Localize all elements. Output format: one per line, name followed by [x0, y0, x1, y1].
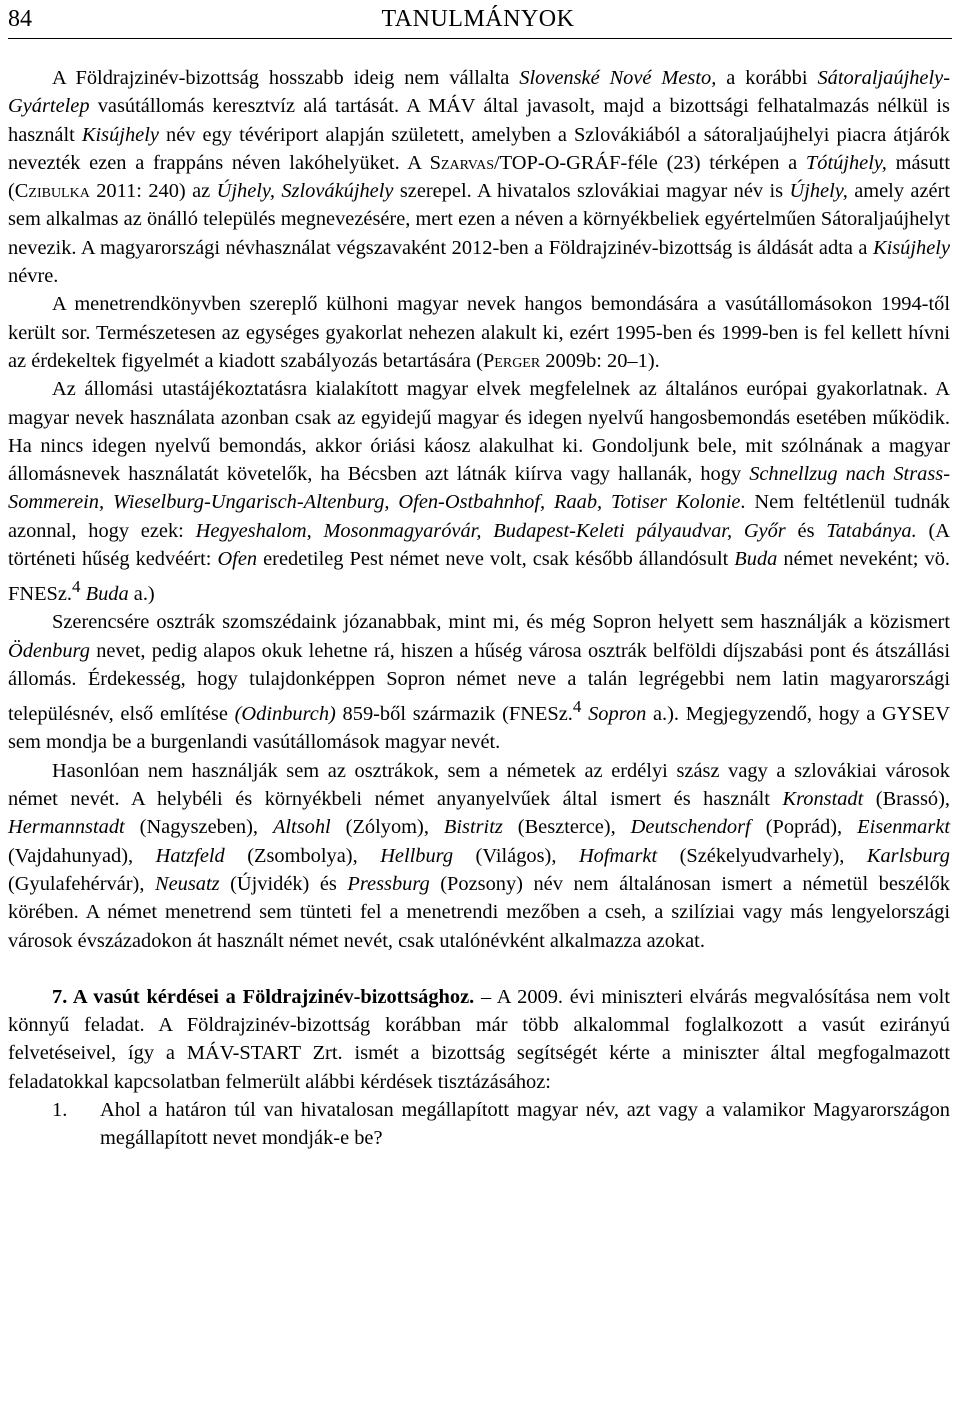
text-run: (Brassó),	[863, 788, 950, 811]
text-run: vasútállomás keresztvíz alá tartását. A MÁV által javasolt, majd a bizottsági felhatalmazás nélkül is használt	[8, 95, 950, 146]
paragraph	[8, 608, 950, 756]
section-7-paragraph	[8, 983, 950, 1096]
italic-text: Sátoraljaújhely-Gyártelep	[8, 67, 950, 118]
text-run: Hasonlóan nem használják sem az osztrákok, sem a németek az erdélyi szász vagy a szlovákiai városok német nevét. A helybéli és környékbeli német anyanyelvűek által ismert és használt	[8, 759, 950, 811]
section-7-heading: 7. A vasút kérdései a Földrajzinév-bizottsághoz.	[52, 985, 475, 1008]
italic-text: Kisújhely	[81, 123, 159, 146]
italic-text: Hellburg	[380, 844, 454, 867]
text-run: a.). Megjegyzendő, hogy a GYSEV sem mondja be a burgenlandi vasútállomások magyar nevét.	[8, 703, 950, 754]
italic-text: Karlsburg	[866, 844, 950, 867]
italic-text: Hofmarkt	[578, 844, 658, 867]
text-run: 2011: 240) az	[89, 180, 217, 203]
italic-text: Bistritz	[443, 816, 503, 839]
edition-superscript: 4	[72, 577, 81, 597]
header-rule	[8, 38, 952, 39]
text-run: A menetrendkönyvben szereplő külhoni magyar nevek hangos bemondására a vasútállomásokon 1994-től került sor. Természetesen az egységes gyakorlat nehezen alakult ki, ezért 1995-ben és 1999-ben is fel kellett hívni az érdekeltek figyelmét a kiadott szabályozás betartására (	[8, 293, 950, 372]
italic-text: Újhely, Szlovákújhely	[216, 180, 394, 203]
italic-text: Ödenburg	[8, 639, 90, 662]
text-run: amely azért sem alkalmas az önálló település megnevezésére, mert ezen a néven a környékbeliek egyértelműen Sátoraljaújhelyt nevezik. A magyarországi névhasználat végszavaként 2012-ben a Földrajzinév-bizottság is áldását adta a	[8, 180, 951, 259]
author-name: Czibulka	[14, 180, 90, 203]
text-run: (Vajdahunyad),	[8, 844, 156, 867]
italic-text: Eisenmarkt	[857, 816, 950, 839]
list-item	[8, 1096, 950, 1153]
italic-text: Slovenské Nové Mesto,	[519, 67, 717, 89]
italic-text: Kronstadt	[782, 788, 864, 811]
text-run: (Pozsony) név nem általánosan ismert a németül beszélők körében. A német menetrend sem tünteti fel a menetrendi mezőben a cseh, a szilíziai vagy más lengyelországi városok évszázadokon át használt német nevét, csak utalónévként alkalmazza azokat.	[8, 872, 950, 952]
page-header	[8, 4, 948, 38]
italic-text: Hermannstadt	[8, 816, 125, 839]
text-run: a.)	[128, 583, 155, 606]
text-run: névre.	[8, 265, 59, 288]
author-name: Szarvas	[429, 151, 494, 174]
text-run: másutt (	[8, 151, 950, 203]
text-run: (Zsombolya),	[224, 844, 381, 867]
italic-text: Buda	[85, 583, 129, 606]
italic-text: Újhely,	[789, 180, 848, 203]
article-body	[8, 64, 950, 1153]
text-run: név egy tévériport alapján született, amelyben a Szlovákiából a sátoraljaújhelyi piacra átjárók nevezték ezen a frappáns néven lakóhelyüket. A	[8, 123, 951, 174]
text-run: 859-ből származik (FNESz.	[335, 703, 573, 726]
paragraph	[8, 290, 950, 375]
text-run: (Újvidék) és	[219, 872, 348, 895]
text-run: (Világos),	[453, 844, 579, 867]
text-run: 2009b: 20–1).	[540, 349, 660, 372]
italic-text: Neusatz	[154, 872, 220, 895]
section-7-text: – A 2009. évi miniszteri elvárás megvalósítása nem volt könnyű feladat. A Földrajzinév-bizottság korábban már több alkalommal foglalkozott a vasút ezirányú felvetéseivel, így a MÁV-START Zrt. ismét a bizottság segítségét kérte a miniszter által megfogalmazott feladatokkal kapcsolatban felmerült alábbi kérdések tisztázásához:	[8, 985, 950, 1093]
question-list	[8, 1096, 950, 1153]
list-item-number: 1.	[52, 1098, 68, 1121]
paragraph	[8, 64, 950, 290]
text-run: . Nem feltétlenül tudnák azonnal, hogy ezek:	[8, 491, 950, 542]
list-item-text: Ahol a határon túl van hivatalosan megállapított magyar név, azt vagy a valamikor Magyarországon megállapított nevet mondják-e be?	[100, 1098, 950, 1150]
text-run: szerepel. A hivatalos szlovákiai magyar név is	[393, 180, 790, 203]
text-run: (Poprád),	[750, 816, 858, 839]
text-run: (Zólyom),	[330, 816, 444, 839]
italic-text: Sopron	[588, 703, 647, 726]
italic-text: Tótújhely,	[805, 151, 887, 174]
text-run: német neveként; vö. FNESz.	[8, 548, 950, 606]
text-run: Szerencsére osztrák szomszédaink józanabbak, mint mi, és még Sopron helyett sem használják a közismert	[52, 611, 950, 634]
italic-text: Altsohl	[272, 816, 331, 839]
section-gap	[8, 955, 950, 983]
author-name: Perger	[482, 349, 541, 372]
italic-text: Ofen	[217, 548, 258, 571]
italic-text: Kisújhely	[872, 236, 950, 259]
edition-superscript: 4	[572, 697, 582, 717]
text-run: nevet, pedig alapos okuk lehetne rá, hiszen a hűség városa osztrák belföldi díjszabási pont és átszállási állomás. Érdekesség, hogy tulajdonképpen Sopron német neve a talán legrégebbi nem latin magyarországi településnév, első említése	[8, 639, 950, 726]
paragraph	[8, 375, 950, 608]
text-run: eredetileg Pest német neve volt, csak később állandósult	[257, 548, 735, 571]
italic-text: Hatzfeld	[155, 844, 225, 867]
text-run: a korábbi	[716, 67, 818, 89]
italic-text: Deutschendorf	[630, 816, 751, 839]
italic-text: (Odinburch)	[234, 703, 336, 726]
italic-text: Schnellzug nach Strass-Sommerein, Wieselburg-Ungarisch-Altenburg, Ofen-Ostbahnhof, Raab, Totiser Kolonie	[8, 463, 950, 514]
text-run: (Székelyudvarhely),	[657, 844, 867, 867]
text-run: és	[785, 519, 827, 542]
italic-text: Tatabánya.	[826, 519, 917, 542]
text-run: (Beszterce),	[502, 816, 631, 839]
text-run: /TOP-O-GRÁF-féle (23) térképen a	[494, 151, 806, 174]
italic-text: Buda	[734, 548, 778, 571]
text-run: (Gyulafehérvár),	[8, 872, 155, 895]
running-title: TANULMÁNYOK	[381, 6, 575, 32]
paragraph	[8, 757, 950, 955]
text-run: (Nagyszeben),	[124, 816, 273, 839]
text-run: (A történeti hűség kedvéért:	[8, 519, 950, 571]
text-run: A Földrajzinév-bizottság hosszabb ideig nem vállalta	[52, 67, 520, 89]
text-run: Az állomási utastájékoztatásra kialakított magyar elvek megfelelnek az általános európai gyakorlatnak. A magyar nevek használata azonban csak az egyidejű magyar és idegen nyelvű hangosbemondás esetében működik. Ha nincs idegen nyelvű bemondás, akkor óriási káosz alakulhat ki. Gondoljunk bele, mit szólnának a magyar állomásnevek használatát követelők, ha Bécsben azt látnák kiírva vagy hallanák, hogy	[8, 378, 950, 486]
page-number: 84	[8, 6, 32, 32]
italic-text: Pressburg	[347, 872, 430, 895]
italic-text: Hegyeshalom, Mosonmagyaróvár, Budapest-Keleti pályaudvar, Győr	[195, 519, 786, 542]
